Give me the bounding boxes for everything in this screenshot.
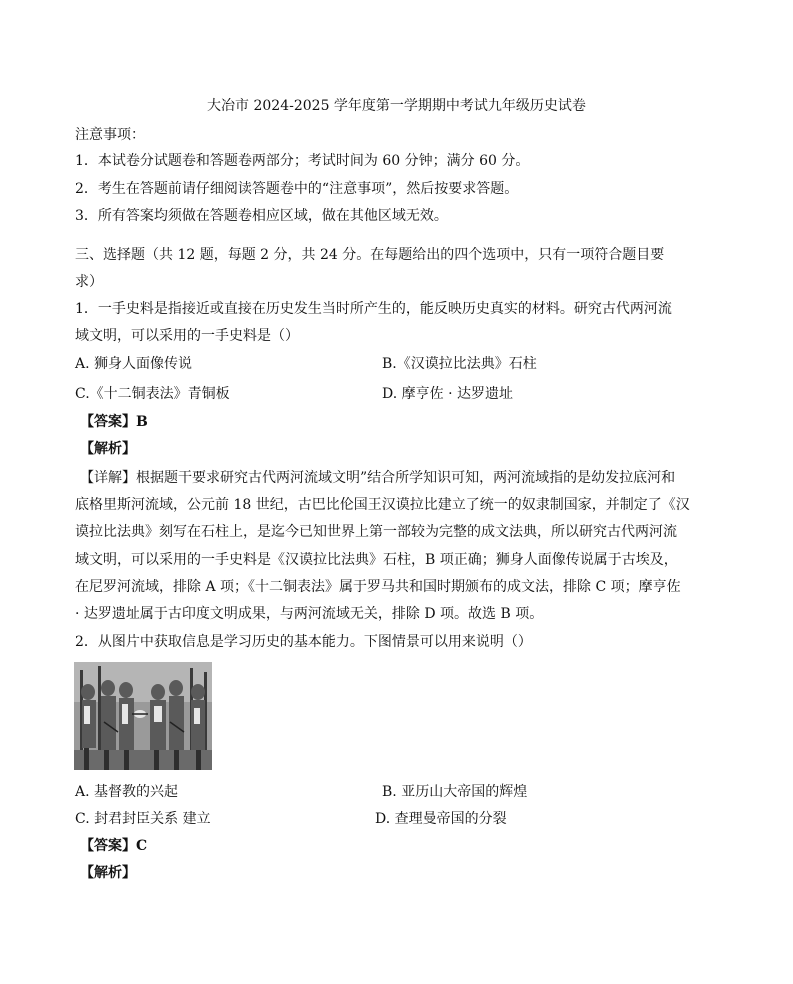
notice-heading: 注意事项： — [75, 127, 145, 143]
q2-medieval-illustration — [74, 662, 212, 770]
q1-detail-line6: · 达罗遗址属于古印度文明成果，与两河流域无关，排除 D 项。故选 B 项。 — [75, 606, 544, 622]
q2-answer-value: C — [136, 838, 148, 854]
q1-answer — [80, 412, 148, 432]
q2-option-c: C. 封君封臣关系 建立 — [75, 811, 211, 827]
section-heading-line1: 三、选择题（共 12 题，每题 2 分，共 24 分。在每题给出的四个选项中，只有一项符合题目要 — [75, 247, 665, 263]
q2-analysis-label: 【解析】 — [80, 865, 136, 881]
q1-answer-value: B — [136, 414, 148, 430]
q1-detail-line1: 【详解】根据题干要求研究古代两河流域文明”结合所学知识可知，两河流域指的是幼发拉底河和 — [80, 470, 676, 486]
q1-detail-line3: 谟拉比法典》刻写在石柱上，是迄今已知世界上第一部较为完整的成文法典，所以研究古代两河流 — [75, 524, 677, 540]
exam-title: 大冶市 2024-2025 学年度第一学期期中考试九年级历史试卷 — [207, 98, 586, 114]
q1-stem-line2: 域文明，可以采用的一手史料是（） — [75, 328, 299, 344]
notice-item-1: 1．本试卷分试题卷和答题卷两部分；考试时间为 60 分钟；满分 60 分。 — [75, 153, 530, 169]
medieval-scene-image — [74, 662, 212, 770]
q1-option-d: D. 摩亨佐 · 达罗遗址 — [382, 386, 513, 402]
q1-analysis-label: 【解析】 — [80, 441, 136, 457]
q1-answer-label: 【答案】 — [80, 414, 136, 430]
q1-detail-line2: 底格里斯河流域，公元前 18 世纪，古巴比伦国王汉谟拉比建立了统一的奴隶制国家，并制定了《汉 — [75, 497, 690, 513]
notice-item-3: 3．所有答案均须做在答题卷相应区域，做在其他区域无效。 — [75, 208, 448, 224]
notice-item-2: 2．考生在答题前请仔细阅读答题卷中的“注意事项”，然后按要求答题。 — [75, 181, 519, 197]
q1-detail-line4: 域文明，可以采用的一手史料是《汉谟拉比法典》石柱，B 项正确；狮身人面像传说属于古埃及， — [75, 552, 678, 568]
q2-stem-line1: 2．从图片中获取信息是学习历史的基本能力。下图情景可以用来说明（） — [75, 634, 532, 650]
section-heading-line2: 求） — [75, 274, 103, 290]
q1-option-b: B.《汉谟拉比法典》石柱 — [382, 356, 537, 372]
q2-option-d: D. 查理曼帝国的分裂 — [375, 811, 507, 827]
q1-option-a: A. 狮身人面像传说 — [75, 356, 193, 372]
q2-option-b: B. 亚历山大帝国的辉煌 — [382, 784, 528, 800]
q2-answer — [80, 836, 147, 856]
q2-option-a: A. 基督教的兴起 — [75, 784, 179, 800]
q1-detail-line5: 在尼罗河流域，排除 A 项；《十二铜表法》属于罗马共和国时期颁布的成文法，排除 C 项；摩亨佐 — [75, 579, 681, 595]
q2-answer-label: 【答案】 — [80, 838, 136, 854]
q1-option-c: C.《十二铜表法》青铜板 — [75, 386, 230, 402]
q1-stem-line1: 1．一手史料是指接近或直接在历史发生当时所产生的，能反映历史真实的材料。研究古代两河流 — [75, 301, 672, 317]
